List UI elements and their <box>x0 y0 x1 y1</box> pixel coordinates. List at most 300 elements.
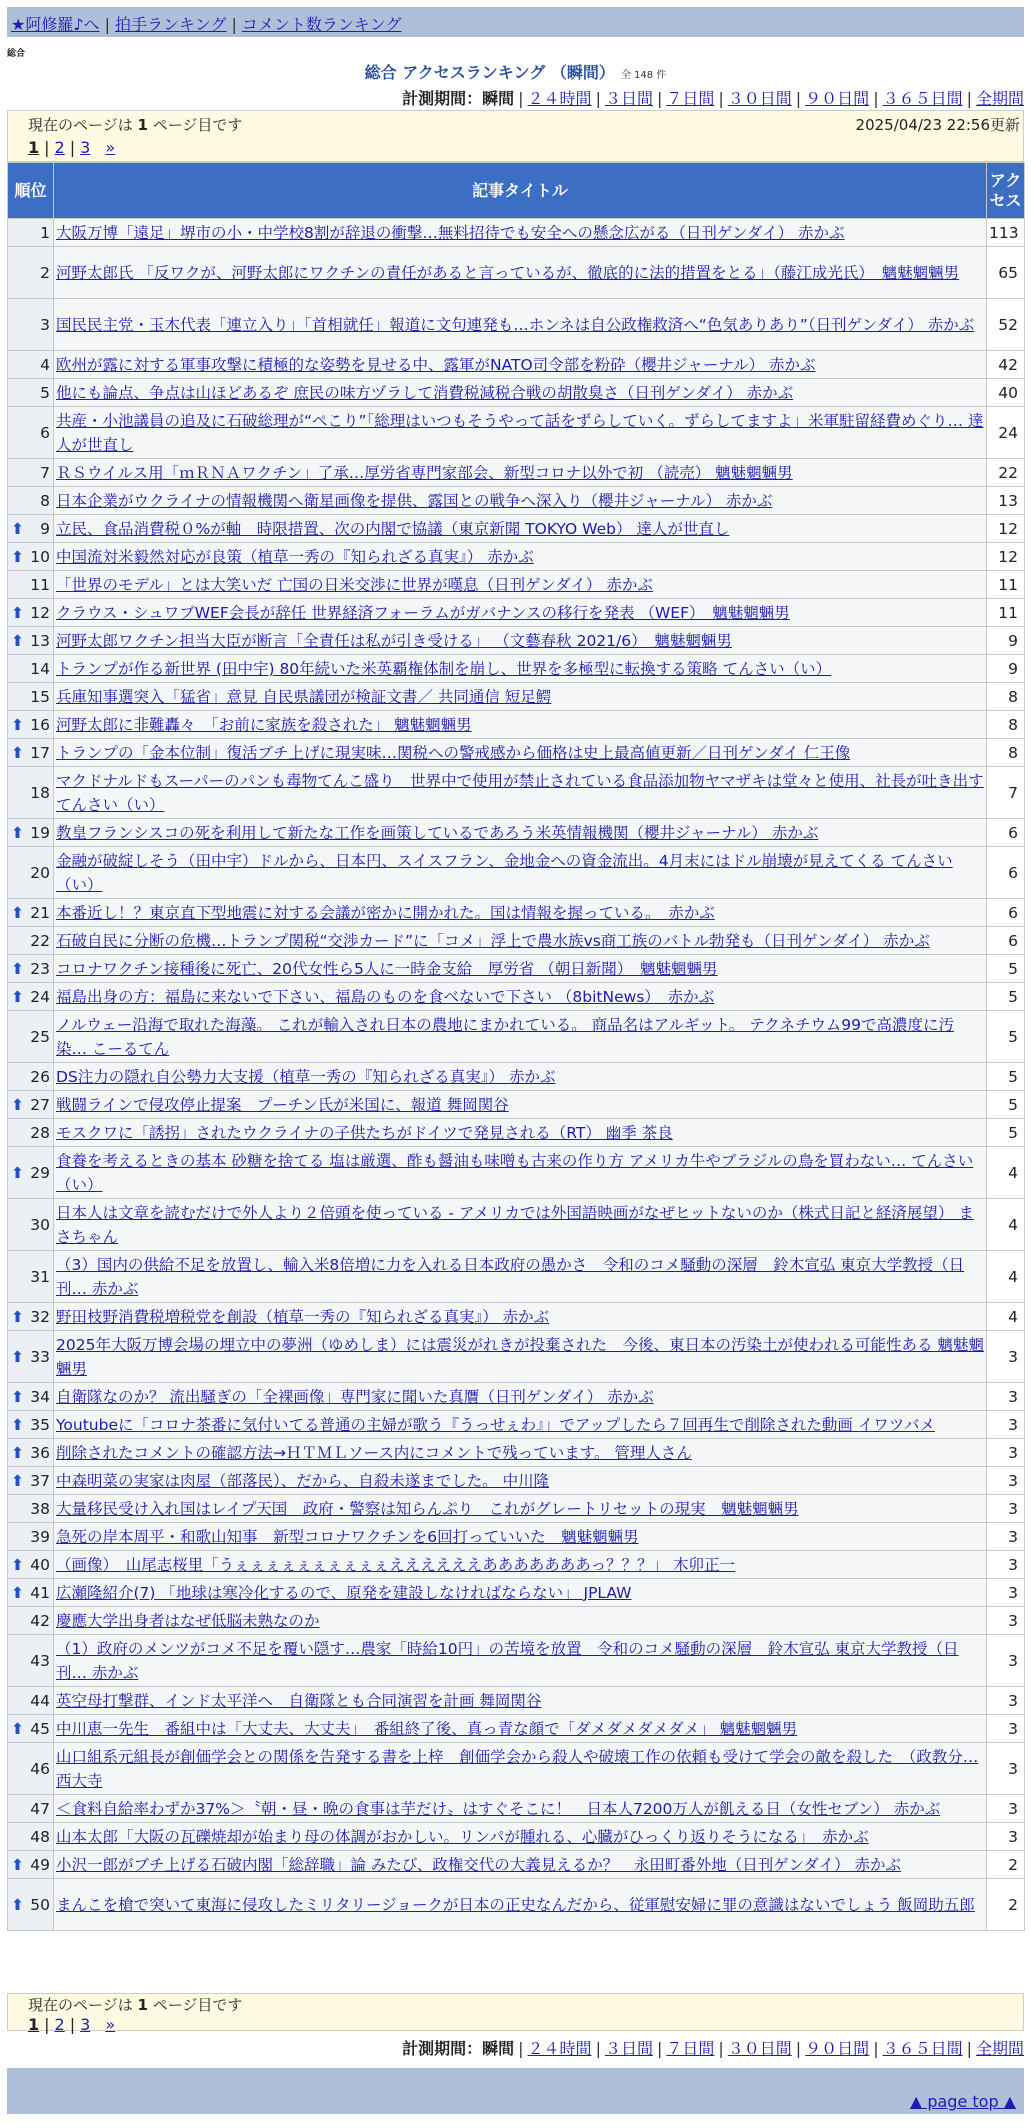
access-count: 6 <box>987 847 1025 899</box>
table-row <box>8 1199 1025 1251</box>
rank-cell <box>8 1251 54 1303</box>
access-count: 42 <box>987 351 1025 379</box>
article-link[interactable]: （3）国内の供給不足を放置し、輸入米8倍増に力を入れる日本政府の愚かさ 令和のコメ騒動の深層 鈴木宣弘 東京大学教授（日刊… 赤かぶ <box>56 1255 965 1298</box>
pager-box-bottom <box>7 1993 1024 2034</box>
table-row <box>8 655 1025 683</box>
article-link[interactable]: 立民、食品消費税０%が軸 時限措置、次の内閣で協議（東京新聞 TOKYO Web） 達人が世直し <box>56 519 730 538</box>
article-link[interactable]: 日本企業がウクライナの情報機関へ衛星画像を提供、露国との戦争へ深入り（櫻井ジャーナル） 赤かぶ <box>56 491 773 510</box>
period-link[interactable]: ３０日間 <box>727 89 792 108</box>
page-link[interactable]: 3 <box>80 138 91 157</box>
access-count: 3 <box>987 1795 1025 1823</box>
rank-number: 20 <box>30 863 50 882</box>
title-cell <box>54 1579 987 1607</box>
period-separator: | <box>966 2039 972 2058</box>
rank-number: 11 <box>30 575 50 594</box>
rank-number: 38 <box>30 1499 50 1518</box>
article-link[interactable]: 大阪万博「遠足」堺市の小・中学校8割が辞退の衝撃…無料招待でも安全への懸念広がる（日刊ゲンダイ） 赤かぶ <box>56 223 845 242</box>
table-row <box>8 1523 1025 1551</box>
article-link[interactable]: 河野太郎氏 「反ワクが、河野太郎にワクチンの責任があると言っているが、徹底的に法的措置をとる」（藤江成光氏） 魑魅魍魎男 <box>56 263 960 282</box>
access-count: 3 <box>987 1439 1025 1467</box>
page-current: 1 <box>28 138 40 157</box>
title-cell <box>54 1011 987 1063</box>
title-cell <box>54 459 987 487</box>
access-count: 3 <box>987 1823 1025 1851</box>
up-arrow-icon: ⬆ <box>11 1163 24 1182</box>
rank-cell <box>8 459 54 487</box>
table-row <box>8 1635 1025 1687</box>
period-label: 計測期間： <box>402 2039 483 2058</box>
title-cell <box>54 247 987 299</box>
rank-number: 35 <box>30 1415 50 1434</box>
access-count: 4 <box>987 1251 1025 1303</box>
rank-number: 13 <box>30 631 50 650</box>
title-cell <box>54 983 987 1011</box>
rank-number: 16 <box>30 715 50 734</box>
access-count: 8 <box>987 711 1025 739</box>
rank-cell <box>8 655 54 683</box>
rank-number: 24 <box>30 987 50 1006</box>
rank-number: 37 <box>30 1471 50 1490</box>
table-row <box>8 1467 1025 1495</box>
rank-number: 39 <box>30 1527 50 1546</box>
access-count: 52 <box>987 299 1025 351</box>
title-cell <box>54 379 987 407</box>
period-separator: | <box>966 89 972 108</box>
rank-number: 29 <box>30 1163 50 1182</box>
article-link[interactable]: 自衛隊なのか？ 流出騒ぎの「全裸画像」専門家に聞いた真贋（日刊ゲンダイ） 赤かぶ <box>56 1387 654 1406</box>
title-cell <box>54 515 987 543</box>
up-arrow-icon: ⬆ <box>11 715 24 734</box>
rank-number: 50 <box>30 1895 50 1914</box>
article-link[interactable]: トランプが作る新世界 (田中宇) 80年続いた米英覇権体制を崩し、世界を多極型に転換する策略 てんさい（い） <box>56 659 832 678</box>
page-separator: | <box>69 138 76 157</box>
article-link[interactable]: 欧州が露に対する軍事攻撃に積極的な姿勢を見せる中、露軍がNATO司令部を粉砕（櫻井ジャーナル） 赤かぶ <box>56 355 816 374</box>
rank-cell <box>8 955 54 983</box>
article-link[interactable]: 2025年大阪万博会場の埋立中の夢洲（ゆめしま）には震災がれきが投棄された 今後、東日本の汚染土が使われる可能性ある 魑魅魍魎男 <box>56 1335 984 1378</box>
title-cell <box>54 299 987 351</box>
article-link[interactable]: 日本人は文章を読むだけで外人より２倍頭を使っている - アメリカでは外国語映画がなぜヒットないのか（株式日記と経済展望） まさちゃん <box>56 1203 974 1246</box>
table-row <box>8 819 1025 847</box>
rank-number: 43 <box>30 1651 50 1670</box>
rank-number: 8 <box>40 491 50 510</box>
article-link[interactable]: クラウス・シュワブWEF会長が辞任 世界経済フォーラムがガバナンスの移行を発表 （WEF） 魑魅魍魎男 <box>56 603 790 622</box>
next-page-link[interactable]: » <box>105 138 116 157</box>
article-link[interactable]: 本番近し！？東京直下型地震に対する会議が密かに開かれた。国は情報を握っている。 赤かぶ <box>56 903 715 922</box>
article-link[interactable]: 中川恵一先生 番組中は「大丈夫、大丈夫」 番組終了後、真っ青な顔で「ダメダメダメダメ」 魑魅魍魎男 <box>56 1719 798 1738</box>
article-link[interactable]: 削除されたコメントの確認方法→ＨＴＭＬソース内にコメントで残っています。 管理人さん <box>56 1443 692 1462</box>
rank-cell <box>8 599 54 627</box>
table-row <box>8 1579 1025 1607</box>
comment-ranking-link[interactable]: コメント数ランキング <box>241 15 402 34</box>
article-link[interactable]: 共産・小池議員の追及に石破総理が“ぺこり”「総理はいつもそうやって話をずらしていく。ずらしてますよ」米軍駐留経費めぐり… 達人が世直し <box>56 411 984 454</box>
access-count: 3 <box>987 1715 1025 1743</box>
rank-number: 36 <box>30 1443 50 1462</box>
access-count: 12 <box>987 515 1025 543</box>
current-page-prefix: 現在のページは <box>28 116 138 134</box>
title-cell <box>54 1303 987 1331</box>
rank-number: 41 <box>30 1583 50 1602</box>
page-top-link[interactable]: ▲ page top ▲ <box>909 2092 1016 2111</box>
article-link[interactable]: 山口組系元組長が創価学会との関係を告発する書を上梓 創価学会から殺人や破壊工作の依頼も受けて学会の敵を殺した （政教分… 西大寺 <box>56 1747 979 1790</box>
rank-cell <box>8 247 54 299</box>
table-row <box>8 711 1025 739</box>
access-count: 24 <box>987 407 1025 459</box>
period-separator: | <box>718 89 724 108</box>
page-title <box>7 60 1024 83</box>
up-arrow-icon: ⬆ <box>11 1555 24 1574</box>
access-count: 3 <box>987 1551 1025 1579</box>
article-link[interactable]: 石破自民に分断の危機…トランプ関税“交渉カード”に「コメ」浮上で農水族vs商工族のバトル勃発も（日刊ゲンダイ） 赤かぶ <box>56 931 930 950</box>
article-link[interactable]: 河野太郎ワクチン担当大臣が断言「全責任は私が引き受ける」 （文藝春秋 2021/6） 魑魅魍魎男 <box>56 631 732 650</box>
article-link[interactable]: 福島出身の方：福島に来ないで下さい、福島のものを食べないで下さい （8bitNews） 赤かぶ <box>56 987 715 1006</box>
title-cell <box>54 1439 987 1467</box>
article-link[interactable]: トランプの「金本位制」復活ブチ上げに現実味…関税への警戒感から価格は史上最高値更新／日刊ゲンダイ 仁王像 <box>56 743 851 762</box>
title-cell <box>54 955 987 983</box>
rank-number: 31 <box>30 1267 50 1286</box>
rank-number: 49 <box>30 1855 50 1874</box>
top-nav-bar <box>7 7 1024 37</box>
access-count: 3 <box>987 1687 1025 1715</box>
footer-bar <box>7 2068 1024 2114</box>
article-link[interactable]: 兵庫知事選突入「猛省」意見 自民県議団が検証文書／ 共同通信 短足鰐 <box>56 687 552 706</box>
title-cell <box>54 899 987 927</box>
article-link[interactable]: （1）政府のメンツがコメ不足を覆い隠す…農家「時給10円」の苦境を放置 令和のコメ騒動の深層 鈴木宣弘 東京大学教授（日刊… 赤かぶ <box>56 1639 959 1682</box>
table-row <box>8 1439 1025 1467</box>
article-link[interactable]: 慶應大学出身者はなぜ低脳未熟なのか <box>56 1611 320 1630</box>
article-link[interactable]: コロナワクチン接種後に死亡、20代女性ら5人に一時金支給 厚労省 （朝日新聞） 魑魅魍魎男 <box>56 959 718 978</box>
ranking-title: 総合 アクセスランキング （瞬間） <box>364 63 615 82</box>
table-row <box>8 767 1025 819</box>
rank-cell <box>8 739 54 767</box>
rank-number: 21 <box>30 903 50 922</box>
table-row <box>8 1303 1025 1331</box>
period-link[interactable]: ２４時間 <box>527 89 592 108</box>
period-separator: | <box>718 2039 724 2058</box>
title-cell <box>54 1823 987 1851</box>
access-count: 5 <box>987 1011 1025 1063</box>
article-link[interactable]: Youtubeに「コロナ茶番に気付いてる普通の主婦が歌う『うっせぇわ』」でアップしたら７回再生で削除された動画 イワツバメ <box>56 1415 935 1434</box>
table-row <box>8 407 1025 459</box>
next-page-link[interactable]: » <box>105 2015 116 2034</box>
access-count: 3 <box>987 1331 1025 1383</box>
period-link[interactable]: ９０日間 <box>805 2039 870 2058</box>
up-arrow-icon: ⬆ <box>11 1443 24 1462</box>
article-link[interactable]: 河野太郎に非難轟々 「お前に家族を殺された」 魑魅魍魎男 <box>56 715 472 734</box>
article-link[interactable]: 金融が破綻しそう（田中宇）ドルから、日本円、スイスフラン、金地金への資金流出。4月末にはドル崩壊が見えてくる てんさい（い） <box>56 851 953 894</box>
rank-number: 27 <box>30 1095 50 1114</box>
access-count: 3 <box>987 1383 1025 1411</box>
table-row <box>8 1383 1025 1411</box>
table-row <box>8 571 1025 599</box>
title-cell <box>54 1091 987 1119</box>
up-arrow-icon: ⬆ <box>11 547 24 566</box>
access-count: 22 <box>987 459 1025 487</box>
article-link[interactable]: 大量移民受け入れ国はレイプ天国 政府・警察は知らんぷり これがグレートリセットの現実 魑魅魍魎男 <box>56 1499 799 1518</box>
access-count: 11 <box>987 599 1025 627</box>
access-column-header: アクセス <box>987 163 1025 219</box>
rank-cell <box>8 1715 54 1743</box>
article-link[interactable]: ＜食料自給率わずか37%＞〝朝・昼・晩の食事は芋だけ〟はすぐそこに！ 日本人7200万人が飢える日（女性セブン） 赤かぶ <box>56 1799 941 1818</box>
period-link[interactable]: 全期間 <box>975 89 1024 108</box>
nav-separator: | <box>231 15 237 34</box>
rank-number: 7 <box>40 463 50 482</box>
title-cell <box>54 1063 987 1091</box>
rank-number: 1 <box>40 223 50 242</box>
period-link[interactable]: ９０日間 <box>805 89 870 108</box>
article-link[interactable]: 国民民主党・玉木代表「連立入り」「首相就任」報道に文句連発も…ホンネは自公政権救済へ“色気ありあり”（日刊ゲンダイ） 赤かぶ <box>56 315 975 334</box>
access-count: 4 <box>987 1303 1025 1331</box>
rank-number: 42 <box>30 1611 50 1630</box>
up-arrow-icon: ⬆ <box>11 1895 24 1914</box>
rank-cell <box>8 1383 54 1411</box>
access-count: 8 <box>987 683 1025 711</box>
table-row <box>8 899 1025 927</box>
table-header-row <box>8 163 1025 219</box>
title-column-header: 記事タイトル <box>54 163 987 219</box>
table-row <box>8 1411 1025 1439</box>
rank-cell <box>8 1439 54 1467</box>
article-link[interactable]: 教皇フランシスコの死を利用して新たな工作を画策しているであろう米英情報機関（櫻井ジャーナル） 赤かぶ <box>56 823 819 842</box>
article-link[interactable]: 「世界のモデル」とは大笑いだ 亡国の日米交渉に世界が嘆息（日刊ゲンダイ） 赤かぶ <box>56 575 653 594</box>
title-cell <box>54 1715 987 1743</box>
article-link[interactable]: 中森明菜の実家は肉屋（部落民）、だから、自殺未遂までした。 中川隆 <box>56 1471 550 1490</box>
rank-number: 23 <box>30 959 50 978</box>
article-link[interactable]: 英空母打撃群、インド太平洋へ 自衛隊とも合同演習を計画 舞岡関谷 <box>56 1691 542 1710</box>
title-cell <box>54 767 987 819</box>
period-link[interactable]: ３０日間 <box>727 2039 792 2058</box>
table-row <box>8 1607 1025 1635</box>
updated-timestamp: 2025/04/23 22:56更新 <box>855 116 1020 134</box>
rank-cell <box>8 927 54 955</box>
access-count: 3 <box>987 1579 1025 1607</box>
article-link[interactable]: （画像） 山尾志桜里「うぇぇぇぇぇぇぇぇぇぇええええええあああああああっ？？？」 木卯正一 <box>56 1555 736 1574</box>
table-row <box>8 1119 1025 1147</box>
up-arrow-icon: ⬆ <box>11 519 24 538</box>
access-count: 7 <box>987 767 1025 819</box>
rank-number: 26 <box>30 1067 50 1086</box>
article-link[interactable]: マクドナルドもスーパーのパンも毒物てんこ盛り 世界中で使用が禁止されている食品添加物ヤマザキは堂々と使用、社長が吐き出す てんさい（い） <box>56 771 984 814</box>
access-count: 8 <box>987 739 1025 767</box>
period-link[interactable]: 全期間 <box>975 2039 1024 2058</box>
page-link[interactable]: 2 <box>54 2015 65 2034</box>
article-link[interactable]: まんこを槍で突いて東海に侵攻したミリタリージョークが日本の正史なんだから、従軍慰安婦に罪の意識はないでしょう 飯岡助五郎 <box>56 1895 975 1914</box>
title-cell <box>54 1411 987 1439</box>
rank-cell <box>8 1795 54 1823</box>
access-count: 3 <box>987 1607 1025 1635</box>
period-link[interactable]: ３６５日間 <box>882 2039 963 2058</box>
up-arrow-icon: ⬆ <box>11 603 24 622</box>
title-cell <box>54 599 987 627</box>
page-separator: | <box>44 2015 50 2034</box>
access-count: 5 <box>987 1063 1025 1091</box>
period-link[interactable]: ７日間 <box>666 2039 715 2058</box>
article-link[interactable]: ノルウェー沿海で取れた海藻。 これが輸入され日本の農地にまかれている。 商品名はアルギット。 テクネチウム99で高濃度に汚染… こーるてん <box>56 1015 955 1058</box>
access-count: 6 <box>987 899 1025 927</box>
article-link[interactable]: 急死の岸本周平・和歌山知事 新型コロナワクチンを6回打っていいた 魑魅魍魎男 <box>56 1527 639 1546</box>
article-link[interactable]: 中国流対米毅然対応が良策（植草一秀の『知られざる真実』） 赤かぶ <box>56 547 534 566</box>
period-separator: | <box>518 89 524 108</box>
rank-number: 45 <box>30 1719 50 1738</box>
rank-cell <box>8 1495 54 1523</box>
period-selector-top <box>402 86 1024 109</box>
title-cell <box>54 487 987 515</box>
title-cell <box>54 847 987 899</box>
rank-cell <box>8 983 54 1011</box>
access-count: 2 <box>987 1879 1025 1931</box>
up-arrow-icon: ⬆ <box>11 959 24 978</box>
table-row <box>8 1251 1025 1303</box>
rank-cell <box>8 1063 54 1091</box>
rank-cell <box>8 1523 54 1551</box>
up-arrow-icon: ⬆ <box>11 987 24 1006</box>
current-page-prefix: 現在のページは <box>28 1996 138 2014</box>
access-count: 13 <box>987 487 1025 515</box>
article-link[interactable]: 他にも論点、争点は山ほどあるぞ 庶民の味方ヅラして消費税減税合戦の胡散臭さ（日刊ゲンダイ） 赤かぶ <box>56 383 794 402</box>
title-cell <box>54 655 987 683</box>
title-cell <box>54 1147 987 1199</box>
table-row <box>8 599 1025 627</box>
rank-cell <box>8 711 54 739</box>
up-arrow-icon: ⬆ <box>11 1855 24 1874</box>
rank-number: 17 <box>30 743 50 762</box>
period-separator: | <box>795 2039 802 2058</box>
article-link[interactable]: 山本太郎「大阪の瓦礫焼却が始まり母の体調がおかしい。リンパが腫れる、心臓がひっくり返りそうになる」 赤かぶ <box>56 1827 869 1846</box>
article-link[interactable]: 野田枝野消費税増税党を創設（植草一秀の『知られざる真実』） 赤かぶ <box>56 1307 550 1326</box>
table-row <box>8 955 1025 983</box>
title-cell <box>54 351 987 379</box>
table-row <box>8 379 1025 407</box>
rank-cell <box>8 407 54 459</box>
table-row <box>8 299 1025 351</box>
title-cell <box>54 407 987 459</box>
access-count: 9 <box>987 655 1025 683</box>
rank-cell <box>8 1607 54 1635</box>
table-row <box>8 487 1025 515</box>
home-link[interactable]: ★阿修羅♪へ <box>11 15 100 34</box>
period-link[interactable]: ７日間 <box>666 89 715 108</box>
table-row <box>8 1795 1025 1823</box>
up-arrow-icon: ⬆ <box>11 1719 24 1738</box>
page-current: 1 <box>28 2015 40 2034</box>
nav-separator: | <box>104 15 110 34</box>
access-count: 3 <box>987 1635 1025 1687</box>
access-count: 5 <box>987 1091 1025 1119</box>
rank-number: 3 <box>40 315 50 334</box>
table-row <box>8 1147 1025 1199</box>
table-row <box>8 983 1025 1011</box>
rank-cell <box>8 299 54 351</box>
rank-number: 9 <box>40 519 50 538</box>
ranking-table <box>7 162 1025 1931</box>
title-cell <box>54 927 987 955</box>
table-row <box>8 1743 1025 1795</box>
section-tag: 総合 <box>7 49 26 59</box>
rank-cell <box>8 1823 54 1851</box>
title-cell <box>54 1551 987 1579</box>
rank-cell <box>8 1467 54 1495</box>
up-arrow-icon: ⬆ <box>11 1347 24 1366</box>
total-count: 全 148 件 <box>620 70 667 81</box>
table-row <box>8 1011 1025 1063</box>
access-count: 40 <box>987 379 1025 407</box>
article-link[interactable]: 食養を考えるときの基本 砂糖を捨てる 塩は厳選、酢も醤油も味噌も古来の作り方 アメリカ牛やブラジルの鳥を買わない… てんさい（い） <box>56 1151 974 1194</box>
current-page-text <box>28 1994 242 2015</box>
table-row <box>8 1879 1025 1931</box>
rank-cell <box>8 1199 54 1251</box>
rank-cell <box>8 683 54 711</box>
period-link[interactable]: ２４時間 <box>527 2039 592 2058</box>
access-count: 6 <box>987 927 1025 955</box>
table-row <box>8 1091 1025 1119</box>
up-arrow-icon: ⬆ <box>11 823 24 842</box>
table-row <box>8 543 1025 571</box>
access-count: 3 <box>987 1467 1025 1495</box>
article-link[interactable]: DS注力の隠れ自公勢力大支援（植草一秀の『知られざる真実』） 赤かぶ <box>56 1067 556 1086</box>
access-count: 9 <box>987 627 1025 655</box>
title-cell <box>54 1851 987 1879</box>
period-current: 瞬間 <box>482 2039 515 2058</box>
article-link[interactable]: モスクワに「誘拐」されたウクライナの子供たちがドイツで発見される（RT） 幽季 茶良 <box>56 1123 673 1142</box>
rank-cell <box>8 1011 54 1063</box>
rank-cell <box>8 1411 54 1439</box>
rank-cell <box>8 571 54 599</box>
up-arrow-icon: ⬆ <box>11 1387 24 1406</box>
table-row <box>8 1823 1025 1851</box>
table-row <box>8 515 1025 543</box>
article-link[interactable]: ＲＳウイルス用「ｍＲＮＡワクチン」了承…厚労省専門家部会、新型コロナ以外で初 （読売） 魑魅魍魎男 <box>56 463 793 482</box>
rank-cell <box>8 1091 54 1119</box>
rank-cell <box>8 1147 54 1199</box>
period-link[interactable]: ３日間 <box>604 89 653 108</box>
rank-cell <box>8 1551 54 1579</box>
article-link[interactable]: 小沢一郎がブチ上げる石破内閣「総辞職」論 みたび、政権交代の大義見えるか？ 永田町番外地（日刊ゲンダイ） 赤かぶ <box>56 1855 901 1874</box>
title-cell <box>54 1687 987 1715</box>
rank-number: 19 <box>30 823 50 842</box>
rank-number: 30 <box>30 1215 50 1234</box>
pager-box-top <box>7 110 1024 162</box>
rank-cell <box>8 1879 54 1931</box>
rank-cell <box>8 767 54 819</box>
article-link[interactable]: 戦闘ラインで侵攻停止提案 プーチン氏が米国に、報道 舞岡関谷 <box>56 1095 509 1114</box>
current-page-suffix: ページ目です <box>147 116 243 134</box>
rank-cell <box>8 1119 54 1147</box>
table-row <box>8 683 1025 711</box>
clap-ranking-link[interactable]: 拍手ランキング <box>114 15 227 34</box>
pagination-bottom <box>28 2015 115 2034</box>
title-cell <box>54 1331 987 1383</box>
page-separator: | <box>69 2015 76 2034</box>
article-link[interactable]: 広瀬隆紹介(7) 「地球は寒冷化するので、原発を建設しなければならない」 JPLAW <box>56 1583 632 1602</box>
rank-cell <box>8 1331 54 1383</box>
table-row <box>8 1851 1025 1879</box>
title-cell <box>54 1879 987 1931</box>
rank-number: 47 <box>30 1799 50 1818</box>
rank-cell <box>8 1303 54 1331</box>
page-link[interactable]: 3 <box>80 2015 91 2034</box>
page-link[interactable]: 2 <box>54 138 65 157</box>
up-arrow-icon: ⬆ <box>11 743 24 762</box>
rank-cell <box>8 847 54 899</box>
current-page-suffix: ページ目です <box>147 1996 243 2014</box>
period-link[interactable]: ３６５日間 <box>882 89 963 108</box>
table-row <box>8 1495 1025 1523</box>
period-link[interactable]: ３日間 <box>604 2039 653 2058</box>
rank-number: 32 <box>30 1307 50 1326</box>
current-page-number: 1 <box>137 116 148 134</box>
period-separator: | <box>518 2039 524 2058</box>
rank-cell <box>8 515 54 543</box>
title-cell <box>54 1251 987 1303</box>
